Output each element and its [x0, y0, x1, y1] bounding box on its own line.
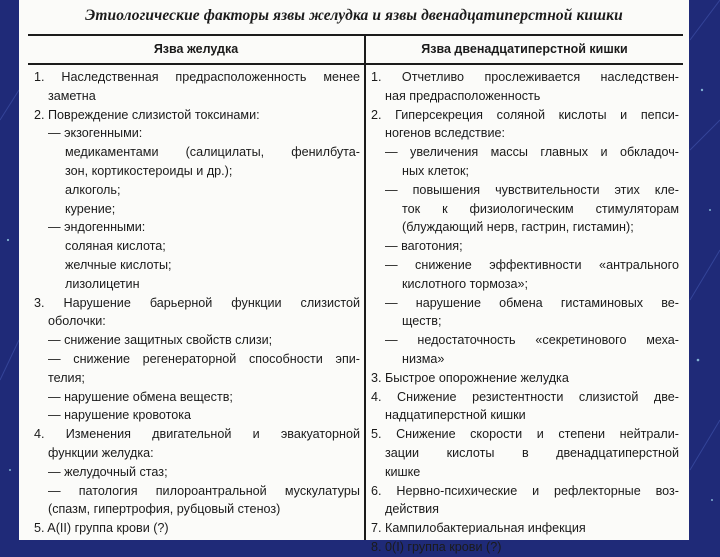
- gastric-ulcer-factor-line: 1. Наследственная предрасположенность менее: [34, 70, 360, 84]
- duodenal-ulcer-factor-line: ногенов вследствие:: [385, 126, 505, 141]
- duodenal-ulcer-factor-line: кислотного тормоза»;: [402, 276, 529, 291]
- table-top-rule: [28, 34, 683, 36]
- duodenal-ulcer-factor-line: ществ;: [402, 314, 442, 329]
- gastric-ulcer-factor-line: алкоголь;: [65, 182, 121, 197]
- gastric-ulcer-factor-line: (спазм, гипертрофия, рубцовый стеноз): [48, 502, 281, 517]
- duodenal-ulcer-factor-line: 5. Снижение скорости и степени нейтрали-: [371, 427, 679, 442]
- duodenal-ulcer-factor-line: — повышения чувствительности этих кле-: [385, 182, 679, 197]
- duodenal-ulcer-factor-line: — снижение эффективности «антрального: [385, 257, 679, 272]
- gastric-ulcer-factor-line: — желудочный стаз;: [48, 464, 168, 479]
- gastric-ulcer-factor-line: 3. Нарушение барьерной функции слизистой: [34, 295, 360, 310]
- gastric-ulcer-factor-line: зон, кортикостероиды и др.);: [65, 163, 233, 178]
- duodenal-ulcer-factor-line: 3. Быстрое опорожнение желудка: [371, 370, 569, 385]
- gastric-ulcer-factor-line: функции желудка:: [48, 445, 154, 460]
- duodenal-ulcer-factor-line: ток к физиологическим стимуляторам: [402, 201, 679, 216]
- duodenal-ulcer-factor-line: 6. Нервно-психические и рефлекторные воз-: [371, 483, 679, 498]
- duodenal-ulcer-factor-line: низма»: [402, 351, 445, 366]
- duodenal-ulcer-factor-line: 4. Снижение резистентности слизистой две-: [371, 389, 679, 404]
- gastric-ulcer-factor-line: 4. Изменения двигательной и эвакуаторной: [34, 427, 360, 442]
- gastric-ulcer-factor-line: — экзогенными:: [48, 126, 143, 141]
- gastric-ulcer-factor-line: — нарушение кровотока: [48, 408, 192, 423]
- duodenal-ulcer-factor-line: 8. 0(I) группа крови (?): [371, 539, 502, 554]
- gastric-ulcer-factor-line: медикаментами (салицилаты, фенилбута-: [65, 145, 360, 160]
- duodenal-ulcer-factor-line: 7. Кампилобактериальная инфекция: [371, 521, 586, 536]
- gastric-ulcer-factor-line: оболочки:: [48, 314, 106, 329]
- gastric-ulcer-factor-line: телия;: [48, 370, 85, 385]
- duodenal-ulcer-factor-line: — увеличения массы главных и обкладоч-: [385, 145, 679, 160]
- duodenal-ulcer-factor-line: действия: [385, 502, 439, 517]
- gastric-ulcer-factors: [34, 68, 360, 538]
- page-title: Этиологические факторы язвы желудка и язвы двенадцатиперстной кишки: [85, 7, 623, 24]
- gastric-ulcer-factor-line: — нарушение обмена веществ;: [48, 389, 233, 404]
- column-header-duodenal-ulcer: Язва двенадцатиперстной кишки: [421, 42, 628, 56]
- gastric-ulcer-factor-line: заметна: [48, 88, 96, 103]
- duodenal-ulcer-factor-line: — ваготония;: [385, 239, 463, 254]
- gastric-ulcer-factor-line: 2. Повреждение слизистой токсинами:: [34, 107, 260, 122]
- duodenal-ulcer-factor-line: ных клеток;: [402, 163, 470, 178]
- duodenal-ulcer-factor-line: 1. Отчетливо прослеживается наследствен-: [371, 70, 679, 84]
- duodenal-ulcer-factor-line: — нарушение обмена гистаминовых ве-: [385, 295, 679, 310]
- gastric-ulcer-factor-line: желчные кислоты;: [65, 257, 172, 272]
- duodenal-ulcer-factor-line: ная предрасположенность: [385, 88, 541, 103]
- duodenal-ulcer-factor-line: — недостаточность «секретинового меха-: [385, 333, 679, 348]
- gastric-ulcer-factor-line: лизолицетин: [65, 276, 140, 291]
- gastric-ulcer-factor-line: — снижение регенераторной способности эпи-: [48, 351, 360, 366]
- gastric-ulcer-factor-line: — патология пилороантральной мускулатуры: [48, 483, 360, 498]
- duodenal-ulcer-factors: [371, 68, 679, 557]
- duodenal-ulcer-factor-line: кишке: [385, 464, 421, 479]
- gastric-ulcer-factor-line: — снижение защитных свойств слизи;: [48, 333, 273, 348]
- gastric-ulcer-factor-line: — эндогенными:: [48, 220, 146, 235]
- column-header-gastric-ulcer: Язва желудка: [153, 42, 239, 56]
- gastric-ulcer-factor-line: 5. A(II) группа крови (?): [34, 521, 169, 536]
- duodenal-ulcer-factor-line: (блуждающий нерв, гастрин, гистамин);: [402, 220, 634, 235]
- duodenal-ulcer-factor-line: 2. Гиперсекреция соляной кислоты и пепси-: [371, 107, 679, 122]
- gastric-ulcer-factor-line: соляная кислота;: [65, 239, 166, 254]
- table-header-rule: [28, 63, 683, 65]
- document-page: [19, 0, 689, 554]
- duodenal-ulcer-factor-line: зации кислоты в двенадцатиперстной: [385, 445, 679, 460]
- gastric-ulcer-factor-line: курение;: [65, 201, 116, 216]
- column-divider: [364, 34, 366, 540]
- duodenal-ulcer-factor-line: надцатиперстной кишки: [385, 408, 526, 423]
